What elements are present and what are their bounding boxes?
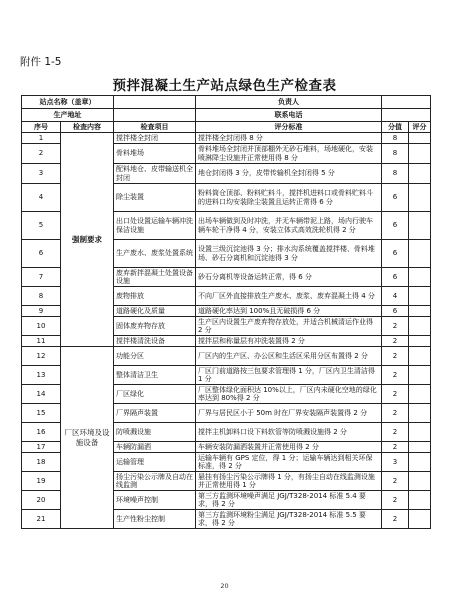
scoring-standard: 骨料堆场全封闭并顶部棚外无砂石堆料，场地硬化，安装喷淋降尘设施并正常使用得 8 分 (196, 144, 382, 164)
points-value: 8 (382, 133, 409, 144)
check-item: 环境噪声控制 (114, 491, 196, 510)
scoring-standard: 搅拌层和称量层有冲洗装置得 2 分 (196, 336, 382, 347)
table-row (22, 133, 431, 144)
row-number: 12 (22, 347, 61, 366)
score-input[interactable] (409, 240, 431, 268)
scoring-standard: 生产区内设置生产废弃物存放处，并适合机械清运作业得 2 分 (196, 317, 382, 336)
check-item: 车辆防漏洒 (114, 442, 196, 453)
score-input[interactable] (409, 184, 431, 212)
row-number: 1 (22, 133, 61, 144)
check-item: 出口处设置运输车辆冲洗保洁设施 (114, 212, 196, 240)
row-number: 7 (22, 268, 61, 287)
check-item: 搅拌楼清洗设备 (114, 336, 196, 347)
points-value: 2 (382, 491, 409, 510)
score-input[interactable] (409, 366, 431, 385)
scoring-standard: 厂区门前道路按三包要求管理得 1 分，厂区内卫生清洁得 1 分 (196, 366, 382, 385)
score-input[interactable] (409, 404, 431, 423)
scoring-standard: 出场车辆做到及时冲洗，并无车辆带泥上路，场内行驶车辆车轮干净得 4 分，安装立体式高效洗轮机得 2 分 (196, 212, 382, 240)
points-value: 2 (382, 366, 409, 385)
header-standard: 评分标准 (196, 122, 382, 133)
score-input[interactable] (409, 347, 431, 366)
score-input[interactable] (409, 268, 431, 287)
row-number: 20 (22, 491, 61, 510)
scoring-standard: 搅拌楼全封闭得 8 分 (196, 133, 382, 144)
points-value: 2 (382, 385, 409, 404)
phone-label: 联系电话 (196, 109, 382, 122)
row-number: 21 (22, 510, 61, 529)
scoring-standard: 厂界与居民区小于 50m 时在厂界安装隔声装置得 2 分 (196, 404, 382, 423)
inspection-table (21, 95, 431, 529)
address-label: 生产地址 (22, 109, 114, 122)
score-input[interactable] (409, 133, 431, 144)
scoring-standard: 粉料筒仓顶部、粉料贮料斗，搅拌机进料口或骨料贮料斗的进料口均安装除尘装置且运转正常得 6 分 (196, 184, 382, 212)
points-value: 2 (382, 317, 409, 336)
header-content: 检查内容 (61, 122, 114, 133)
points-value: 2 (382, 442, 409, 453)
score-input[interactable] (409, 472, 431, 491)
category-mandatory: 强制要求 (61, 133, 114, 347)
category-environment: 厂区环境及设施设备 (61, 347, 114, 529)
attachment-label: 附件 1-5 (20, 56, 62, 68)
check-item: 固体废弃物存放 (114, 317, 196, 336)
row-number: 10 (22, 317, 61, 336)
row-number: 3 (22, 164, 61, 184)
points-value: 4 (382, 287, 409, 306)
points-value: 8 (382, 164, 409, 184)
scoring-standard: 设置三级沉淀池得 3 分；排水沟系统覆盖搅拌楼、骨料堆场、砂石分离机和沉淀池得 3 分 (196, 240, 382, 268)
score-input[interactable] (409, 212, 431, 240)
score-input[interactable] (409, 510, 431, 529)
score-input[interactable] (409, 164, 431, 184)
points-value: 2 (382, 404, 409, 423)
row-number: 2 (22, 144, 61, 164)
score-input[interactable] (409, 144, 431, 164)
points-value: 3 (382, 453, 409, 472)
scoring-standard: 不向厂区外直接排放生产废水、废浆、废弃混凝土得 4 分 (196, 287, 382, 306)
page-number: 20 (220, 582, 229, 590)
check-item: 废物排放 (114, 287, 196, 306)
points-value: 2 (382, 347, 409, 366)
check-item: 生产性粉尘控制 (114, 510, 196, 529)
row-number: 11 (22, 336, 61, 347)
scoring-standard: 车辆安装防漏洒装置并正常使用得 2 分 (196, 442, 382, 453)
row-number: 15 (22, 404, 61, 423)
points-value: 2 (382, 472, 409, 491)
scoring-standard: 第三方监测环境粉尘满足 JGJ/T328-2014 标准 5.5 要求，得 2 分 (196, 510, 382, 529)
scoring-standard: 搅拌主机卸料口设下料软管等防喷溅设施得 2 分 (196, 423, 382, 442)
score-input[interactable] (409, 287, 431, 306)
score-input[interactable] (409, 317, 431, 336)
check-item: 道路硬化及质量 (114, 306, 196, 317)
info-row-2 (22, 109, 431, 122)
station-name-label: 站点名称（盖章） (22, 96, 114, 109)
scoring-standard: 地仓封闭得 3 分，皮带传输机全封闭得 5 分 (196, 164, 382, 184)
check-item: 骨料堆场 (114, 144, 196, 164)
score-input[interactable] (409, 491, 431, 510)
check-item: 除尘装置 (114, 184, 196, 212)
header-score: 评分 (409, 122, 431, 133)
row-number: 13 (22, 366, 61, 385)
header-row (22, 122, 431, 133)
row-number: 16 (22, 423, 61, 442)
row-number: 18 (22, 453, 61, 472)
check-item: 废弃新拌混凝土处置设备设施 (114, 268, 196, 287)
score-input[interactable] (409, 385, 431, 404)
check-item: 扬尘污染公示牌及自动在线监测 (114, 472, 196, 491)
row-number: 6 (22, 240, 61, 268)
score-input[interactable] (409, 336, 431, 347)
row-number: 9 (22, 306, 61, 317)
check-item: 搅拌楼全封闭 (114, 133, 196, 144)
responsible-label: 负责人 (196, 96, 382, 109)
info-row-1 (22, 96, 431, 109)
check-item: 生产废水、废浆处置系统 (114, 240, 196, 268)
score-input[interactable] (409, 306, 431, 317)
points-value: 6 (382, 306, 409, 317)
responsible-value[interactable] (382, 96, 431, 109)
points-value: 6 (382, 212, 409, 240)
scoring-standard: 道路硬化率达到 100%且无破损得 6 分 (196, 306, 382, 317)
header-points: 分值 (382, 122, 409, 133)
scoring-standard: 悬挂有扬尘污染公示牌得 1 分，有扬尘自动在线监测设施并正常使用得 1 分 (196, 472, 382, 491)
phone-value[interactable] (382, 109, 431, 122)
scoring-standard: 第三方监测环境噪声满足 JGJ/T328-2014 标准 5.4 要求，得 2 分 (196, 491, 382, 510)
check-item: 整体清洁卫生 (114, 366, 196, 385)
points-value: 6 (382, 184, 409, 212)
row-number: 14 (22, 385, 61, 404)
points-value: 6 (382, 268, 409, 287)
row-number: 17 (22, 442, 61, 453)
table-row (22, 347, 431, 366)
row-number: 19 (22, 472, 61, 491)
page-title: 预拌混凝土生产站点绿色生产检查表 (112, 78, 337, 94)
check-item: 功能分区 (114, 347, 196, 366)
score-input[interactable] (409, 423, 431, 442)
station-name-value[interactable] (114, 96, 196, 109)
points-value: 2 (382, 423, 409, 442)
check-item: 厂区绿化 (114, 385, 196, 404)
check-item: 厂界隔声装置 (114, 404, 196, 423)
scoring-standard: 厂区内的生产区、办公区和生活区采用分区布置得 2 分 (196, 347, 382, 366)
scoring-standard: 砂石分离机等设备运转正常，得 6 分 (196, 268, 382, 287)
score-input[interactable] (409, 453, 431, 472)
points-value: 2 (382, 510, 409, 529)
row-number: 8 (22, 287, 61, 306)
scoring-standard: 厂区整体绿化面积达 10%以上，厂区内未硬化空地的绿化率达到 80%得 2 分 (196, 385, 382, 404)
header-no: 序号 (22, 122, 61, 133)
scoring-standard: 运输车辆有 GPS 定位，得 1 分；运输车辆达到相关环保标准，得 2 分 (196, 453, 382, 472)
points-value: 8 (382, 144, 409, 164)
points-value: 6 (382, 240, 409, 268)
score-input[interactable] (409, 442, 431, 453)
address-value[interactable] (114, 109, 196, 122)
row-number: 5 (22, 212, 61, 240)
check-item: 防喷溅设施 (114, 423, 196, 442)
row-number: 4 (22, 184, 61, 212)
check-item: 配料地仓、皮带输送机全封闭 (114, 164, 196, 184)
points-value: 2 (382, 336, 409, 347)
check-item: 运输管理 (114, 453, 196, 472)
header-item: 检查项目 (114, 122, 196, 133)
